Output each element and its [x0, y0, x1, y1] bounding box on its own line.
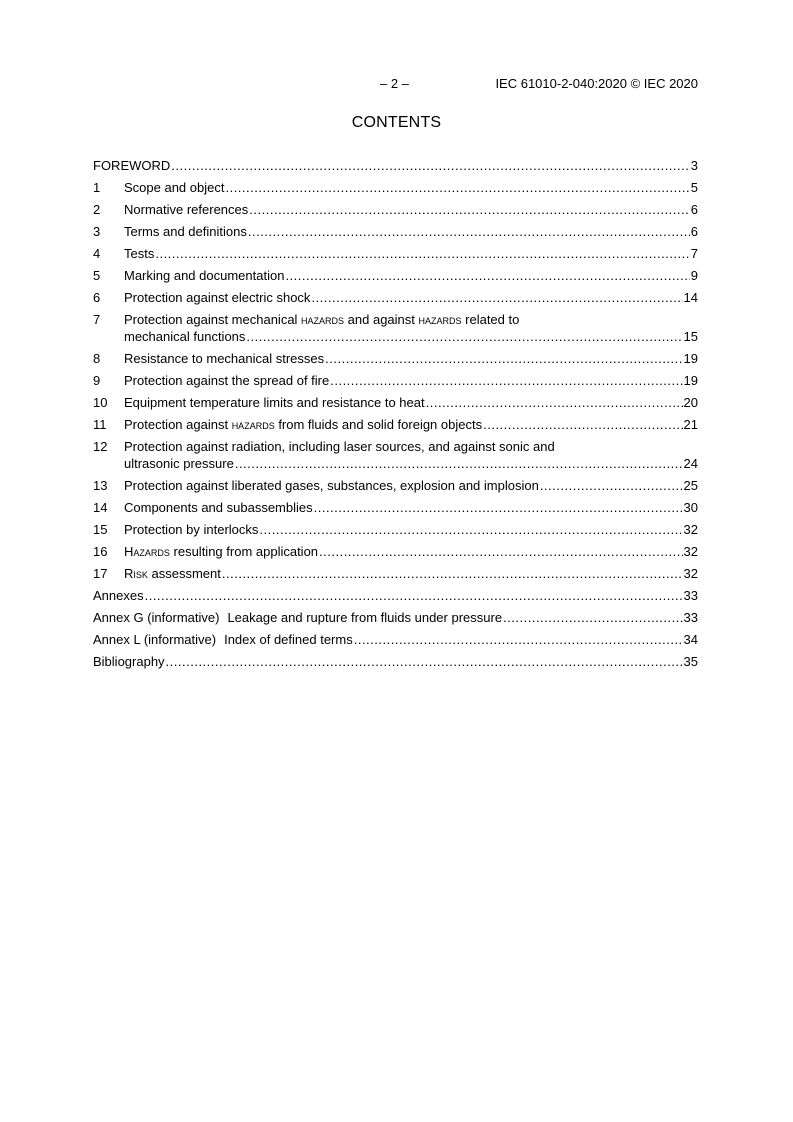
- toc-entry-title: Bibliography: [93, 654, 165, 669]
- dot-leader: [155, 245, 689, 262]
- toc-entry-title: Normative references: [124, 202, 249, 217]
- toc-entry-title: Protection by interlocks: [124, 522, 259, 537]
- toc-entry-page: 6: [690, 224, 698, 239]
- clause-number: 3: [93, 224, 101, 239]
- title-text: Protection against mechanical: [124, 312, 302, 327]
- dot-leader: [330, 372, 682, 389]
- toc-entry-page: 35: [683, 654, 698, 669]
- toc-entry-page: 30: [683, 500, 698, 515]
- toc-entry-page: 7: [690, 246, 698, 261]
- dot-leader: [319, 543, 682, 560]
- toc-entry-title: [124, 311, 519, 328]
- toc-entry-page: 33: [683, 588, 698, 603]
- document-id: IEC 61010-2-040:2020 © IEC 2020: [495, 76, 698, 91]
- title-text: related to: [461, 312, 520, 327]
- toc-entry-title: Terms and definitions: [124, 224, 247, 239]
- toc-entry-foreword[interactable]: [93, 157, 698, 179]
- toc-entry-title: [124, 416, 482, 433]
- toc-entry-clause-12[interactable]: [93, 438, 698, 477]
- toc-entry-title: Protection against radiation, including laser sources, and against sonic and: [124, 439, 555, 454]
- title-text: resulting from application: [169, 544, 319, 559]
- clause-number: 17: [93, 566, 108, 581]
- toc-entry-clause-6[interactable]: [93, 289, 698, 311]
- clause-number: 9: [93, 373, 101, 388]
- annex-label: Annex G (informative): [93, 610, 220, 625]
- toc-entry-title-continued: mechanical functions: [124, 329, 246, 344]
- toc-entry-page: 32: [683, 544, 698, 559]
- dot-leader: [249, 201, 689, 218]
- clause-number: 12: [93, 439, 108, 454]
- clause-number: 2: [93, 202, 101, 217]
- clause-number: 8: [93, 351, 101, 366]
- toc-entry-page: 6: [690, 202, 698, 217]
- dot-leader: [248, 223, 690, 240]
- clause-number: 14: [93, 500, 108, 515]
- title-text: assessment: [147, 566, 221, 581]
- toc-entry-page: 32: [683, 566, 698, 581]
- toc-entry-page: 15: [683, 329, 698, 344]
- toc-entry-clause-4[interactable]: [93, 245, 698, 267]
- toc-entry-title: Leakage and rupture from fluids under pressure: [227, 610, 503, 625]
- toc-entry-bibliography[interactable]: [93, 653, 698, 675]
- toc-entry-clause-3[interactable]: [93, 223, 698, 245]
- toc-entry-page: 5: [690, 180, 698, 195]
- page-number: – 2 –: [380, 76, 409, 91]
- toc-entry-clause-10[interactable]: [93, 394, 698, 416]
- title-text: Protection against: [124, 417, 232, 432]
- toc-entry-clause-15[interactable]: [93, 521, 698, 543]
- clause-number: 15: [93, 522, 108, 537]
- toc-entry-title: Resistance to mechanical stresses: [124, 351, 325, 366]
- toc-entry-page: 32: [683, 522, 698, 537]
- annex-label: Annex L (informative): [93, 632, 217, 647]
- toc-entry-title: Protection against the spread of fire: [124, 373, 330, 388]
- toc-entry-clause-9[interactable]: [93, 372, 698, 394]
- toc-entry-title: [124, 565, 221, 582]
- defined-term-hazards: hazards: [301, 312, 345, 327]
- toc-entry-title: Protection against electric shock: [124, 290, 311, 305]
- dot-leader: [540, 477, 683, 494]
- dot-leader: [235, 455, 683, 472]
- toc-entry-page: 3: [690, 158, 698, 173]
- dot-leader: [325, 350, 682, 367]
- toc-entry-page: 20: [683, 395, 698, 410]
- toc-entry-annexes[interactable]: [93, 587, 698, 609]
- toc-entry-clause-13[interactable]: [93, 477, 698, 499]
- defined-term-hazards: hazards: [418, 312, 462, 327]
- toc-entry-clause-8[interactable]: [93, 350, 698, 372]
- toc-entry-title: Equipment temperature limits and resistance to heat: [124, 395, 425, 410]
- toc-entry-clause-2[interactable]: [93, 201, 698, 223]
- dot-leader: [503, 609, 682, 626]
- toc-entry-page: 14: [683, 290, 698, 305]
- dot-leader: [426, 394, 683, 411]
- toc-entry-page: 34: [683, 632, 698, 647]
- defined-term-hazards: Hazards: [124, 544, 170, 559]
- toc-entry-title: FOREWORD: [93, 158, 171, 173]
- toc-entry-clause-7[interactable]: [93, 311, 698, 350]
- page-title: CONTENTS: [351, 114, 442, 131]
- clause-number: 13: [93, 478, 108, 493]
- toc-entry-title: Components and subassemblies: [124, 500, 313, 515]
- toc-entry-page: 9: [690, 268, 698, 283]
- clause-number: 7: [93, 312, 101, 327]
- toc-entry-title: Annexes: [93, 588, 144, 603]
- toc-entry-title: Marking and documentation: [124, 268, 285, 283]
- toc-entry-page: 21: [683, 417, 698, 432]
- dot-leader: [246, 328, 682, 345]
- dot-leader: [483, 416, 682, 433]
- dot-leader: [145, 587, 683, 604]
- clause-number: 16: [93, 544, 108, 559]
- toc-entry-page: 24: [683, 456, 698, 471]
- dot-leader: [222, 565, 683, 582]
- dot-leader: [314, 499, 683, 516]
- clause-number: 11: [93, 417, 107, 432]
- toc-entry-annex-g[interactable]: [93, 609, 698, 631]
- title-text: and against: [344, 312, 419, 327]
- toc-entry-title: Tests: [124, 246, 155, 261]
- toc-entry-clause-1[interactable]: [93, 179, 698, 201]
- defined-term-hazards: hazards: [231, 417, 275, 432]
- toc-entry-title-continued: ultrasonic pressure: [124, 456, 234, 471]
- clause-number: 5: [93, 268, 101, 283]
- toc-entry-title: [124, 543, 318, 560]
- toc-entry-title: Scope and object: [124, 180, 225, 195]
- clause-number: 4: [93, 246, 101, 261]
- toc-entry-clause-11[interactable]: [93, 416, 698, 438]
- dot-leader: [311, 289, 682, 306]
- table-of-contents: [93, 157, 698, 675]
- clause-number: 6: [93, 290, 101, 305]
- toc-entry-title: Index of defined terms: [224, 632, 353, 647]
- toc-entry-page: 19: [683, 351, 698, 366]
- dot-leader: [354, 631, 683, 648]
- dot-leader: [171, 157, 689, 174]
- toc-entry-clause-14[interactable]: [93, 499, 698, 521]
- toc-entry-clause-16[interactable]: [93, 543, 698, 565]
- toc-entry-page: 33: [683, 610, 698, 625]
- clause-number: 1: [93, 180, 101, 195]
- toc-entry-title: Protection against liberated gases, substances, explosion and implosion: [124, 478, 539, 493]
- dot-leader: [166, 653, 683, 670]
- toc-entry-page: 19: [683, 373, 698, 388]
- clause-number: 10: [93, 395, 108, 410]
- dot-leader: [285, 267, 689, 284]
- toc-entry-annex-l[interactable]: [93, 631, 698, 653]
- defined-term-risk: Risk: [124, 566, 148, 581]
- toc-entry-clause-17[interactable]: [93, 565, 698, 587]
- toc-entry-clause-5[interactable]: [93, 267, 698, 289]
- dot-leader: [225, 179, 689, 196]
- dot-leader: [259, 521, 682, 538]
- title-text: from fluids and solid foreign objects: [274, 417, 483, 432]
- toc-entry-page: 25: [683, 478, 698, 493]
